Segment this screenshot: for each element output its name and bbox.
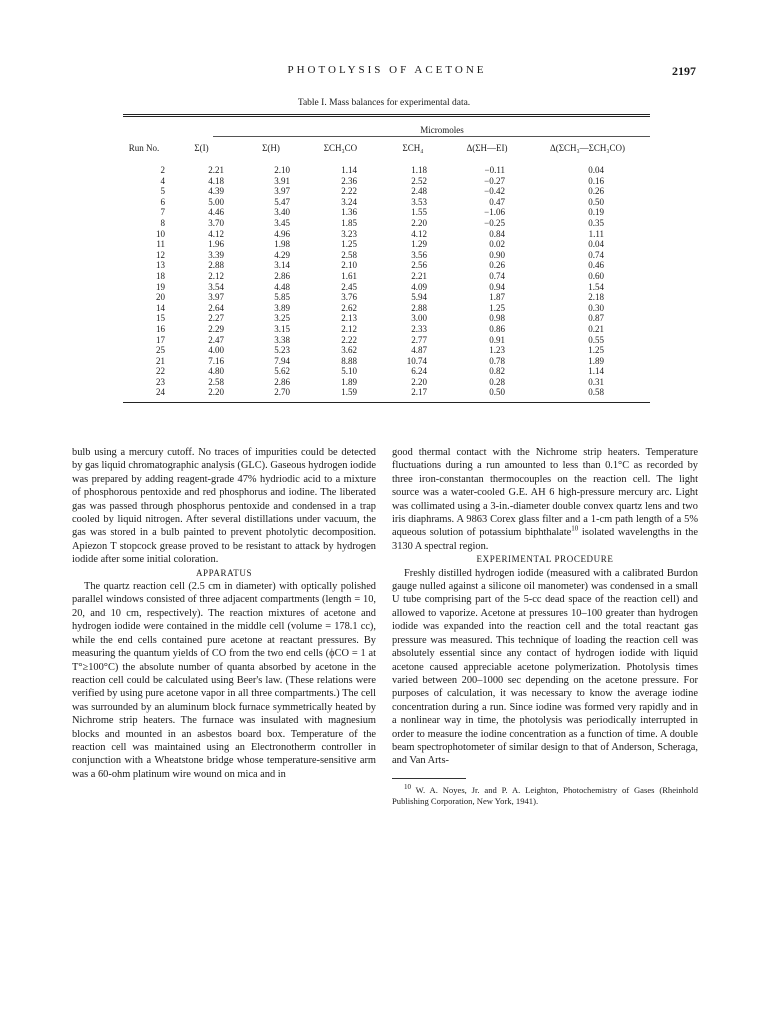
table-cell: 1.85	[341, 217, 357, 228]
table-cell: 3.97	[274, 186, 290, 197]
table-cell: 3.39	[208, 249, 224, 260]
table-cell: 2.33	[411, 323, 427, 334]
table-cell: 0.04	[588, 239, 604, 250]
run-number-cell: 7	[160, 207, 165, 218]
table-cell: 1.23	[489, 345, 505, 356]
table-row	[123, 324, 650, 335]
table-cell: 1.61	[341, 270, 357, 281]
table-cell: 2.27	[208, 313, 224, 324]
table-cell: 4.46	[208, 207, 224, 218]
table-cell: 0.74	[588, 249, 604, 260]
running-title: PHOTOLYSIS OF ACETONE	[287, 64, 487, 76]
paragraph	[392, 446, 698, 553]
table-cell: 3.91	[274, 175, 290, 186]
table-cell: 8.88	[341, 355, 357, 366]
table-row	[123, 356, 650, 367]
table-cell: 3.23	[341, 228, 357, 239]
table-cell: 0.50	[588, 196, 604, 207]
data-table	[123, 137, 650, 402]
table-cell: 1.89	[341, 376, 357, 387]
table-cell: 2.12	[208, 270, 224, 281]
table-cell: 3.70	[208, 217, 224, 228]
table-row	[123, 197, 650, 208]
table-cell: 0.35	[588, 217, 604, 228]
mass-balance-table	[123, 114, 650, 403]
table-cell: 5.47	[274, 196, 290, 207]
run-number-cell: 8	[160, 217, 165, 228]
table-cell: 10.74	[406, 355, 427, 366]
table-cell: 3.89	[274, 302, 290, 313]
column-header: Δ(ΣCH₃—ΣCH₃CO)	[549, 143, 626, 153]
table-cell: 4.29	[274, 249, 290, 260]
table-cell: 1.96	[208, 239, 224, 250]
table-cell: 1.14	[588, 366, 604, 377]
table-row	[123, 207, 650, 218]
table-row	[123, 159, 650, 176]
run-number-cell: 2	[160, 165, 165, 175]
table-cell: 5.10	[341, 366, 357, 377]
table-cell: 3.76	[341, 292, 357, 303]
table-cell: 0.28	[489, 376, 505, 387]
table-cell: 0.04	[588, 165, 604, 175]
table-cell: 0.90	[489, 249, 505, 260]
table-cell: 3.54	[208, 281, 224, 292]
table-cell: 2.20	[208, 387, 224, 398]
page-header	[78, 64, 696, 80]
table-cell: 1.18	[411, 165, 427, 175]
table-cell: 2.56	[411, 260, 427, 271]
table-row	[123, 377, 650, 388]
table-cell: 2.10	[341, 260, 357, 271]
table-row	[123, 292, 650, 303]
table-row	[123, 271, 650, 282]
table-cell: 0.98	[489, 313, 505, 324]
table-cell: 0.94	[489, 281, 505, 292]
footnote-reference: 10	[571, 524, 579, 533]
table-cell: 2.22	[341, 334, 357, 345]
table-cell: 0.19	[588, 207, 604, 218]
table-cell: 0.16	[588, 175, 604, 186]
paragraph: The quartz reaction cell (2.5 cm in diameter) with optically polished parallel windows consisted of three adjacent compartments (length = 10, 20, and 10 cm, respectively). The reaction mixtures of acetone and hydrogen iodide were contained in the middle cell (volume = 178.1 cc), while the end cells contained pure acetone at reactant pressures. By measuring the quantum yields of CO from the two end cells (ϕCO = 1 at T°≥100°C) the absolute number of quanta absorbed by acetone in the reaction cell could be calculated using Beer's law. (These relations were verified by using pure acetone vapor in all three compartments.) The cell was surrounded by an aluminum block furnace symmetrically heated by Nichrome strip heaters. The furnace was insulated with magnesium blocks and mounted in an asbestos board box. Temperature of the reaction cell was maintained using an Electronotherm controller in conjunction with a Wheatstone bridge whose temperature-sensitive arm was a 60-ohm platinum wire wound on mica and in	[72, 581, 376, 780]
table-cell: 1.59	[341, 387, 357, 398]
run-number-cell: 5	[160, 186, 165, 197]
table-cell: 2.48	[411, 186, 427, 197]
table-cell: 2.45	[341, 281, 357, 292]
table-cell: 2.21	[411, 270, 427, 281]
table-cell: 2.58	[208, 376, 224, 387]
table-cell: 6.24	[411, 366, 427, 377]
table-cell: 2.36	[341, 175, 357, 186]
group-header-row	[123, 117, 650, 137]
table-body	[123, 159, 650, 402]
footnote-rule	[392, 778, 466, 779]
column-header-row	[123, 137, 650, 159]
page-number: 2197	[672, 64, 696, 78]
table-cell: 2.22	[341, 186, 357, 197]
table-cell: 4.87	[411, 345, 427, 356]
table-cell: 1.14	[341, 165, 357, 175]
table-cell: 2.86	[274, 376, 290, 387]
run-number-cell: 4	[160, 175, 165, 186]
table-row	[123, 387, 650, 402]
run-number-cell: 24	[156, 387, 165, 398]
table-cell: −0.42	[484, 186, 505, 197]
table-cell: 5.62	[274, 366, 290, 377]
table-cell: 4.00	[208, 345, 224, 356]
table-cell: 3.45	[274, 217, 290, 228]
table-cell: 2.62	[341, 302, 357, 313]
table-cell: 0.60	[588, 270, 604, 281]
section-heading-apparatus: APPARATUS	[195, 567, 253, 578]
footnote	[392, 782, 698, 807]
table-row	[123, 345, 650, 356]
table-cell: 1.29	[411, 239, 427, 250]
table-cell: 2.13	[341, 313, 357, 324]
run-number-cell: 16	[156, 323, 165, 334]
table-cell: 4.09	[411, 281, 427, 292]
table-cell: 0.91	[489, 334, 505, 345]
table-cell: −0.11	[484, 165, 505, 175]
column-header: Run No.	[128, 143, 160, 153]
table-cell: 2.12	[341, 323, 357, 334]
table-cell: 3.24	[341, 196, 357, 207]
paragraph-text: good thermal contact with the Nichrome strip heaters. Temperature fluctuations during a run amounted to less than 0.1°C as recorded by three iron-constantan thermocouples on the reaction cell. The light source was a water-cooled G.E. AH 6 high-pressure mercury arc. Light was collimated using a 3-in.-diameter double convex quartz lens and two iris diaphrams. A 9863 Corex glass filter and a 1-cm path length of a 5% aqueous solution of potassium biphthalate	[392, 447, 698, 539]
footnote-mark: 10	[404, 782, 411, 791]
group-header-rule	[213, 136, 650, 137]
table-cell: 0.86	[489, 323, 505, 334]
column-header: Σ(H)	[262, 143, 280, 153]
run-number-cell: 10	[156, 228, 165, 239]
table-cell: −0.25	[484, 217, 505, 228]
table-cell: 4.18	[208, 175, 224, 186]
column-header: Σ(I)	[194, 143, 209, 153]
table-cell: 3.56	[411, 249, 427, 260]
table-cell: 0.82	[489, 366, 505, 377]
table-cell: 1.25	[588, 345, 604, 356]
run-number-cell: 21	[156, 355, 165, 366]
table-row	[123, 229, 650, 240]
table-cell: 0.26	[588, 186, 604, 197]
table-cell: 4.80	[208, 366, 224, 377]
table-cell: 5.00	[208, 196, 224, 207]
table-cell: 2.77	[411, 334, 427, 345]
table-cell: 2.88	[411, 302, 427, 313]
table-row	[123, 303, 650, 314]
table-cell: 1.25	[341, 239, 357, 250]
run-number-cell: 23	[156, 376, 165, 387]
run-number-cell: 12	[156, 249, 165, 260]
table-row	[123, 250, 650, 261]
table-cell: 2.17	[411, 387, 427, 398]
table-cell: 0.50	[489, 387, 505, 398]
table-row	[123, 186, 650, 197]
footnote-text: W. A. Noyes, Jr. and P. A. Leighton, Photochemistry of Gases (Rheinhold Publishing Corporation, New York, 1941).	[392, 784, 698, 806]
table-cell: 3.15	[274, 323, 290, 334]
table-cell: 2.21	[208, 165, 224, 175]
table-cell: 3.38	[274, 334, 290, 345]
table-row	[123, 218, 650, 229]
table-caption: Table I. Mass balances for experimental data.	[297, 98, 471, 108]
table-cell: 2.86	[274, 270, 290, 281]
table-cell: 0.02	[489, 239, 505, 250]
table-cell: 0.58	[588, 387, 604, 398]
table-cell: 0.30	[588, 302, 604, 313]
table-cell: 3.97	[208, 292, 224, 303]
table-cell: 7.16	[208, 355, 224, 366]
table-cell: 2.18	[588, 292, 604, 303]
table-cell: 5.94	[411, 292, 427, 303]
table-cell: 1.36	[341, 207, 357, 218]
table-cell: 2.10	[274, 165, 290, 175]
table-cell: 4.12	[411, 228, 427, 239]
table-cell: 2.29	[208, 323, 224, 334]
run-number-cell: 13	[156, 260, 165, 271]
table-cell: −1.06	[484, 207, 505, 218]
paragraph-text: isolated wavelengths in the 3130 A spectral region.	[392, 527, 698, 552]
table-cell: 1.98	[274, 239, 290, 250]
group-header: Micromoles	[420, 125, 464, 135]
table-cell: 2.64	[208, 302, 224, 313]
column-header: Δ(ΣH—EI)	[466, 143, 508, 153]
table-cell: 2.20	[411, 376, 427, 387]
table-cell: −0.27	[484, 175, 505, 186]
table-cell: 2.52	[411, 175, 427, 186]
table-cell: 0.84	[489, 228, 505, 239]
table-cell: 3.62	[341, 345, 357, 356]
table-row	[123, 176, 650, 187]
table-cell: 1.25	[489, 302, 505, 313]
column-header: ΣCH₄	[402, 143, 424, 153]
table-cell: 4.96	[274, 228, 290, 239]
table-row	[123, 260, 650, 271]
right-text-column	[392, 446, 698, 807]
run-number-cell: 22	[156, 366, 165, 377]
table-cell: 4.12	[208, 228, 224, 239]
section-heading-experimental-procedure: EXPERIMENTAL PROCEDURE	[476, 554, 614, 565]
table-cell: 1.11	[588, 228, 604, 239]
run-number-cell: 18	[156, 270, 165, 281]
table-cell: 7.94	[274, 355, 290, 366]
table-cell: 4.48	[274, 281, 290, 292]
run-number-cell: 11	[156, 239, 165, 250]
table-cell: 5.85	[274, 292, 290, 303]
table-row	[123, 335, 650, 346]
run-number-cell: 15	[156, 313, 165, 324]
table-cell: 0.74	[489, 270, 505, 281]
table-cell: 3.14	[274, 260, 290, 271]
table-cell: 2.20	[411, 217, 427, 228]
table-cell: 5.23	[274, 345, 290, 356]
table-cell: 2.58	[341, 249, 357, 260]
table-cell: 1.89	[588, 355, 604, 366]
run-number-cell: 20	[156, 292, 165, 303]
table-row	[123, 282, 650, 293]
run-number-cell: 17	[156, 334, 165, 345]
table-cell: 0.87	[588, 313, 604, 324]
table-cell: 3.25	[274, 313, 290, 324]
table-cell: 3.53	[411, 196, 427, 207]
left-text-column	[72, 446, 376, 781]
table-cell: 1.87	[489, 292, 505, 303]
table-cell: 0.55	[588, 334, 604, 345]
run-number-cell: 19	[156, 281, 165, 292]
table-cell: 1.54	[588, 281, 604, 292]
table-cell: 3.40	[274, 207, 290, 218]
table-row	[123, 313, 650, 324]
table-cell: 1.55	[411, 207, 427, 218]
table-cell: 2.70	[274, 387, 290, 398]
table-cell: 0.26	[489, 260, 505, 271]
table-bottom-rule	[123, 402, 650, 403]
table-cell: 2.47	[208, 334, 224, 345]
column-header: ΣCH₃CO	[323, 143, 358, 153]
table-cell: 3.00	[411, 313, 427, 324]
table-cell: 0.21	[588, 323, 604, 334]
paragraph: Freshly distilled hydrogen iodide (measured with a calibrated Burdon gauge nulled against a silicone oil manometer) was condensed in a small U tube comprising part of the 5-cc dead space of the reaction cell) and allowed to vaporize. Acetone at pressures 10–100 greater than hydrogen iodide was expanded into the reaction cell and the total reactant gas pressure was measured. This technique of loading the reaction cell was absolutely essential since any contact of hydrogen iodide with liquid acetone caused appreciable acetone polymerization. Photolysis times varied between 200–1000 sec depending on the acetone pressure. For purposes of calculation, it was necessary to know the average iodine concentration during a run. Since iodine was formed very rapidly and in a nonlinear way in time, the photolysis was periodically interrupted in order to measure the iodine concentration as a function of time. A double beam spectrophotometer of similar design to that of Anderson, Scheraga, and Van Arts-	[392, 567, 698, 767]
run-number-cell: 25	[156, 345, 165, 356]
table-cell: 2.88	[208, 260, 224, 271]
paragraph: bulb using a mercury cutoff. No traces of impurities could be detected by gas liquid chromatographic analysis (GLC). Gaseous hydrogen iodide was prepared by adding reagent-grade 47% hydriodic acid to a mixture of phosphorous pentoxide and red phosphorus and iodine. The liberated gas was passed through phosphorus pentoxide and condensed in a trap cooled by liquid nitrogen. After several distillations under vacuum, the gas was stored in a bulb painted to prevent photolytic decomposition. Apiezon T stopcock grease proved to be resistant to attack by hydrogen iodide after some initial coloration.	[72, 447, 376, 566]
table-cell: 0.46	[588, 260, 604, 271]
table-row	[123, 366, 650, 377]
run-number-cell: 14	[156, 302, 165, 313]
table-cell: 4.39	[208, 186, 224, 197]
table-row	[123, 239, 650, 250]
table-cell: 0.47	[489, 196, 505, 207]
run-number-cell: 6	[160, 196, 165, 207]
table-cell: 0.31	[588, 376, 604, 387]
table-cell: 0.78	[489, 355, 505, 366]
